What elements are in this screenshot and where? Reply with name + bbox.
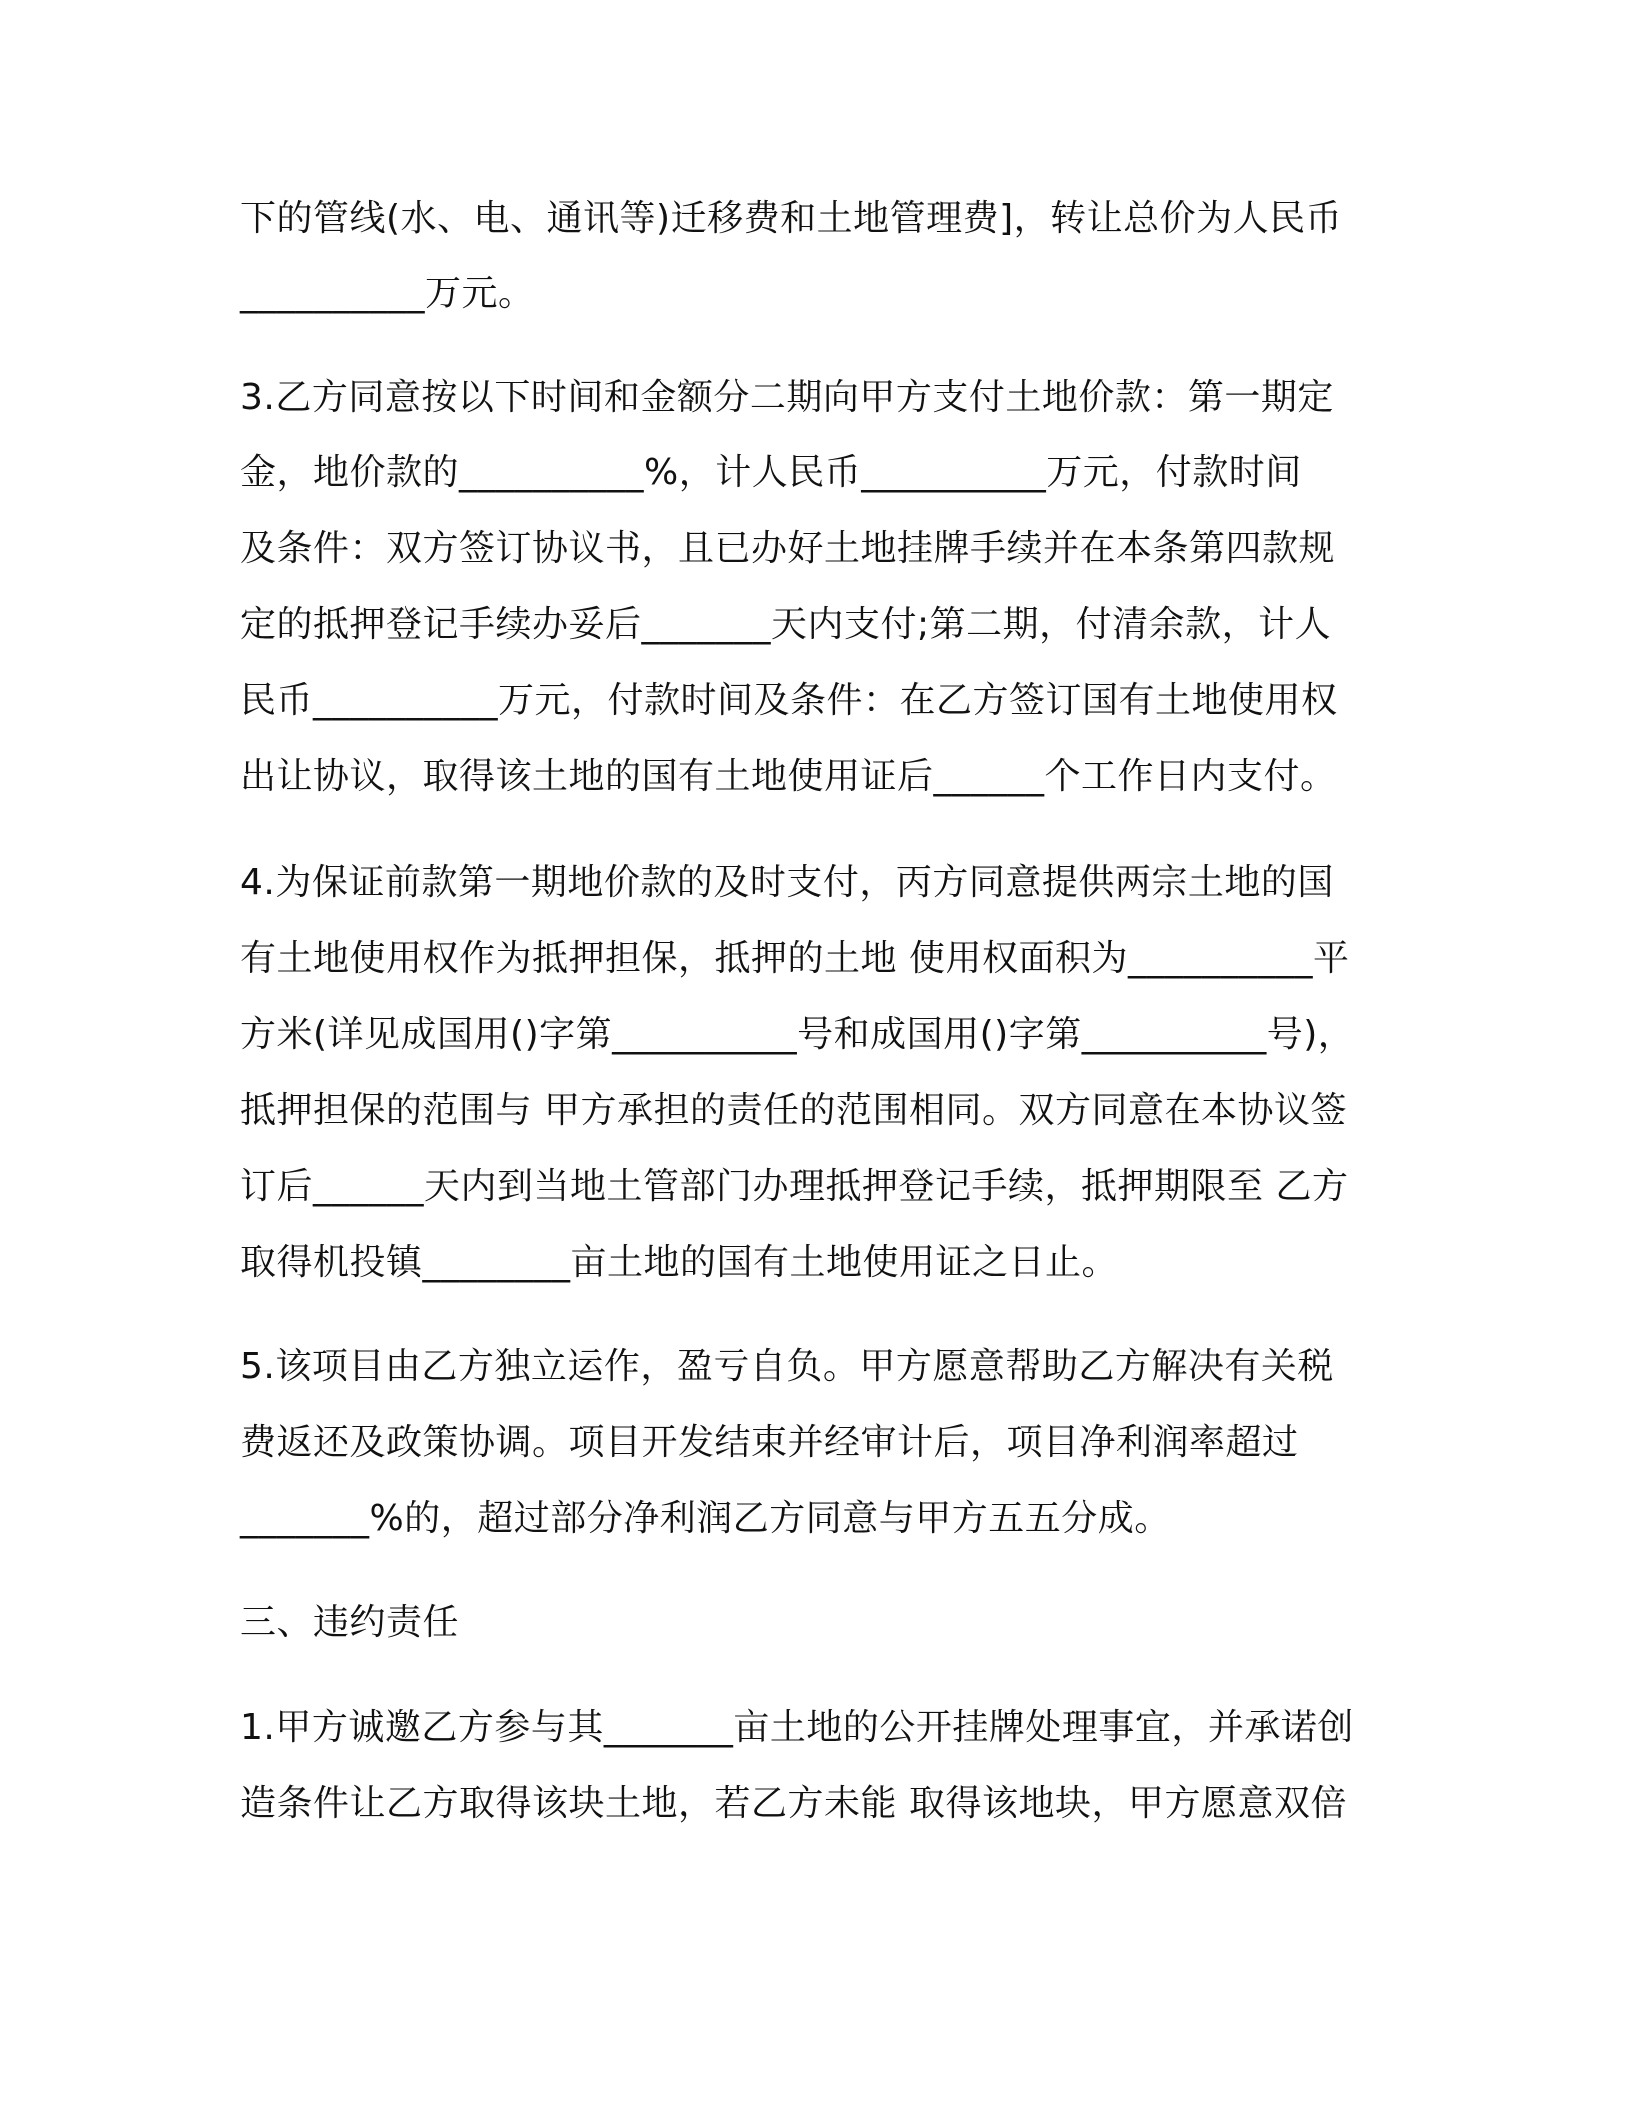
text-line: 订后______天内到当地土管部门办理抵押登记手续，抵押期限至 乙方 [240,1166,1349,1207]
text-line: 下的管线(水、电、通讯等)迁移费和土地管理费]，转让总价为人民币 [240,198,1343,239]
text-line: 3.乙方同意按以下时间和金额分二期向甲方支付土地价款：第一期定 [240,377,1334,418]
text-line: 取得机投镇________亩土地的国有土地使用证之日止。 [240,1242,1119,1283]
text-line: 5.该项目由乙方独立运作，盈亏自负。甲方愿意帮助乙方解决有关税 [240,1346,1334,1387]
text-line: 民币__________万元，付款时间及条件：在乙方签订国有土地使用权 [240,680,1338,721]
text-line: 造条件让乙方取得该块土地，若乙方未能 取得该地块，甲方愿意双倍 [240,1783,1347,1824]
text-line: 抵押担保的范围与 甲方承担的责任的范围相同。双方同意在本协议签 [240,1090,1347,1131]
text-line: 4.为保证前款第一期地价款的及时支付，丙方同意提供两宗土地的国 [240,862,1334,903]
text-line: 费返还及政策协调。项目开发结束并经审计后，项目净利润率超过 [240,1422,1299,1463]
text-line: 金，地价款的__________%，计人民币__________万元，付款时间 [240,452,1302,493]
text-line: 定的抵押登记手续办妥后_______天内支付;第二期，付清余款，计人 [240,604,1332,645]
text-line: 及条件：双方签订协议书，且已办好土地挂牌手续并在本条第四款规 [240,528,1336,569]
text-line: 出让协议，取得该土地的国有土地使用证后______个工作日内支付。 [240,756,1337,797]
text-line: 方米(详见成国用()字第__________号和成国用()字第__________号)， [240,1014,1355,1055]
section-heading: 三、违约责任 [240,1602,460,1643]
text-line: __________万元。 [240,273,535,314]
text-line: 有土地使用权作为抵押担保，抵押的土地 使用权面积为__________平 [240,938,1350,979]
text-line: _______%的，超过部分净利润乙方同意与甲方五五分成。 [240,1498,1171,1539]
text-line: 1.甲方诚邀乙方参与其_______亩土地的公开挂牌处理事宜，并承诺创 [240,1707,1354,1748]
